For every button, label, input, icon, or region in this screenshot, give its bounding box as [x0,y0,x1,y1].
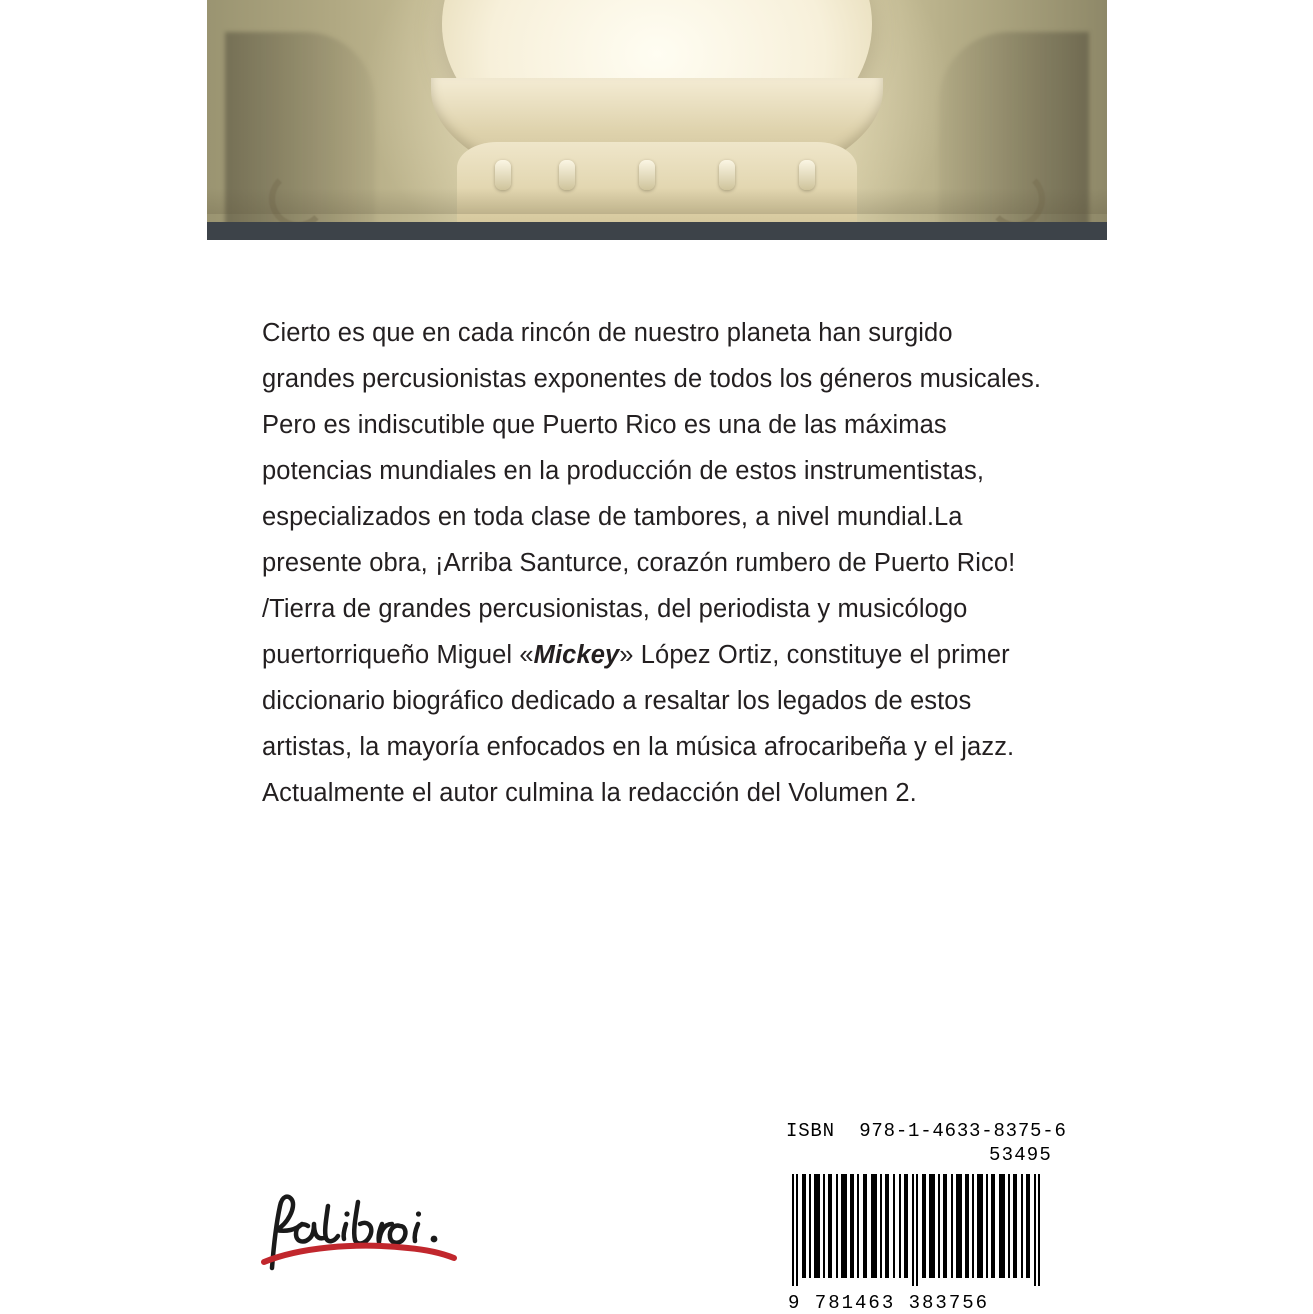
ean13-barcode [786,1172,1048,1290]
ean-digits: 9 781463 383756 [788,1292,990,1314]
photo-shadow [207,188,1107,214]
blurb-emphasis: Mickey [533,641,620,669]
drum-lug [639,160,655,190]
back-cover-blurb [262,310,1052,816]
publisher-logo [258,1190,488,1285]
drum-lug [559,160,575,190]
palibrio-logo-mark [258,1190,488,1285]
cover-bottom-band [207,222,1107,240]
isbn-block [786,1120,1067,1314]
cover-photo [207,0,1107,240]
blurb-part-one: Cierto es que en cada rincón de nuestro planeta han surgido grandes percusionistas exponentes de todos los géneros musicales. Pero es indiscutible que Puerto Rico es una de las máximas potencias mundiales en la producción de estos instrumentistas, especializados en toda clase de tambores, a nivel mundial.La presente obra, ¡Arriba Santurce, corazón rumbero de Puerto Rico! /Tierra de grandes percusionistas, del periodista y musicólogo puertorriqueño Miguel « [262,319,1042,669]
isbn-line [786,1120,1067,1142]
isbn-label: ISBN [786,1120,835,1142]
isbn-price-code: 53495 [988,1144,1052,1166]
drum-lug [719,160,735,190]
blurb-part-two: » López Ortiz, constituye el primer diccionario biográfico dedicado a resaltar los legados de estos artistas, la mayoría enfocados en la música afrocaribeña y el jazz. Actualmente el autor culmina la redacción del Volumen 2. [262,641,1015,807]
drum-lug [799,160,815,190]
drum-lug [495,160,511,190]
isbn-number: 978-1-4633-8375-6 [859,1120,1067,1142]
